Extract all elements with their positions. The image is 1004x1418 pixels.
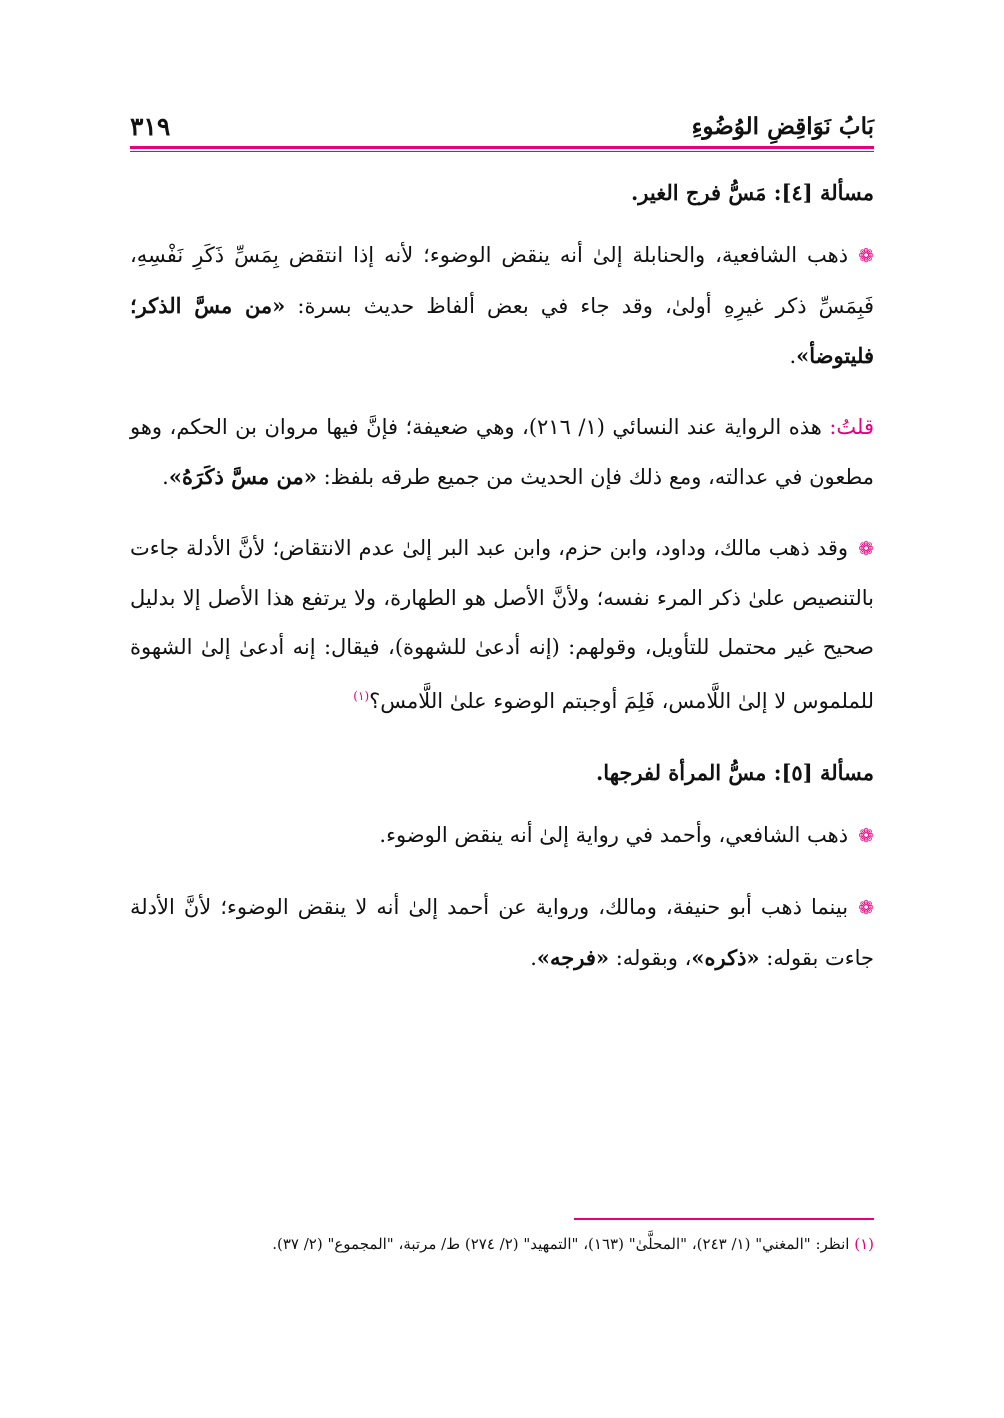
- issue-5-heading: [130, 748, 874, 797]
- paragraph-3: [130, 524, 874, 726]
- header-rule-thin: [130, 151, 874, 152]
- paragraph-2-quote: «من مسَّ ذكَرَهُ»: [168, 464, 317, 489]
- paragraph-4: [130, 811, 874, 861]
- paragraph-2-text: هذه الرواية عند النسائي (١/ ٢١٦)، وهي ضعيفة؛ فإنَّ فيها مروان بن الحكم، وهو مطعون في عدالته، ومع ذلك فإن الحديث من جميع طرقه بلفظ:: [130, 415, 874, 489]
- paragraph-2: [130, 403, 874, 502]
- flower-ornament-icon: ❁: [858, 825, 874, 847]
- flower-ornament-icon: ❁: [858, 538, 874, 560]
- issue-4-label: مسألة [٤]:: [773, 180, 874, 205]
- footnote-text: انظر: "المغني" (١/ ٢٤٣)، "المحلَّىٰ" (١٦٣)، "التمهيد" (٢/ ٢٧٤) ط/ مرتبة، "المجموع" (٢/ ٣٧).: [272, 1235, 850, 1253]
- header-rule-thick: [130, 146, 874, 149]
- paragraph-5-quote-2: «فرجه»: [536, 945, 610, 970]
- issue-4-heading: [130, 168, 874, 217]
- paragraph-5-text: بينما ذهب أبو حنيفة، ومالك، ورواية عن أحمد إلىٰ أنه لا ينقض الوضوء؛ لأنَّ الأدلة جاءت بقوله:: [130, 895, 874, 970]
- paragraph-5-quote-1: «ذكره»: [691, 945, 760, 970]
- footnote-separator: [574, 1218, 874, 1220]
- paragraph-5-end: .: [530, 946, 537, 970]
- issue-5-label: مسألة [٥]:: [773, 760, 874, 785]
- page-number: ٣١٩: [130, 112, 171, 141]
- issue-5-title: مسُّ المرأة لفرجها.: [595, 760, 767, 785]
- paragraph-1-quote: «من مسَّ الذكر؛ فليتوضأ»: [130, 293, 874, 368]
- footnote-number: (١): [854, 1235, 874, 1253]
- qult-label: قلتُ:: [829, 415, 874, 439]
- paragraph-2-end: .: [162, 465, 169, 489]
- running-header: [130, 112, 874, 148]
- paragraph-4-text: ذهب الشافعي، وأحمد في رواية إلىٰ أنه ينقض الوضوء.: [379, 823, 849, 847]
- paragraph-3-text: وقد ذهب مالك، وداود، وابن حزم، وابن عبد البر إلىٰ عدم الانتقاض؛ لأنَّ الأدلة جاءت بالتنصيص علىٰ ذكر المرء نفسه؛ ولأنَّ الأصل هو الطهارة، ولا يرتفع هذا الأصل إلا بدليل صحيح غير محتمل للتأويل، وقولهم: (إنه أدعىٰ للشهوة)، فيقال: إنه أدعىٰ إلىٰ الشهوة للملموس لا إلىٰ اللَّامس، فَلِمَ أوجبتم الوضوء علىٰ اللَّامس؟: [130, 536, 874, 713]
- flower-ornament-icon: ❁: [858, 245, 874, 267]
- footnote: [130, 1232, 874, 1257]
- paragraph-1-end: .: [789, 344, 797, 368]
- paragraph-1: [130, 231, 874, 381]
- issue-4-title: مَسُّ فرج الغير.: [630, 180, 767, 205]
- main-text: [130, 168, 874, 1005]
- chapter-title: بَابُ نَوَاقِضِ الوُضُوءِ: [691, 113, 874, 140]
- footnote-reference[interactable]: (١): [353, 689, 370, 703]
- paragraph-5-mid: ، وبقوله:: [615, 946, 692, 970]
- paragraph-1-text: ذهب الشافعية، والحنابلة إلىٰ أنه ينقض الوضوء؛ لأنه إذا انتقض بِمَسِّ ذَكَرِ نَفْسِهِ، فَبِمَسِّ ذكر غيرِهِ أولىٰ، وقد جاء في بعض ألفاظ حديث بسرة:: [130, 243, 874, 318]
- flower-ornament-icon: ❁: [858, 897, 874, 919]
- paragraph-5: [130, 883, 874, 983]
